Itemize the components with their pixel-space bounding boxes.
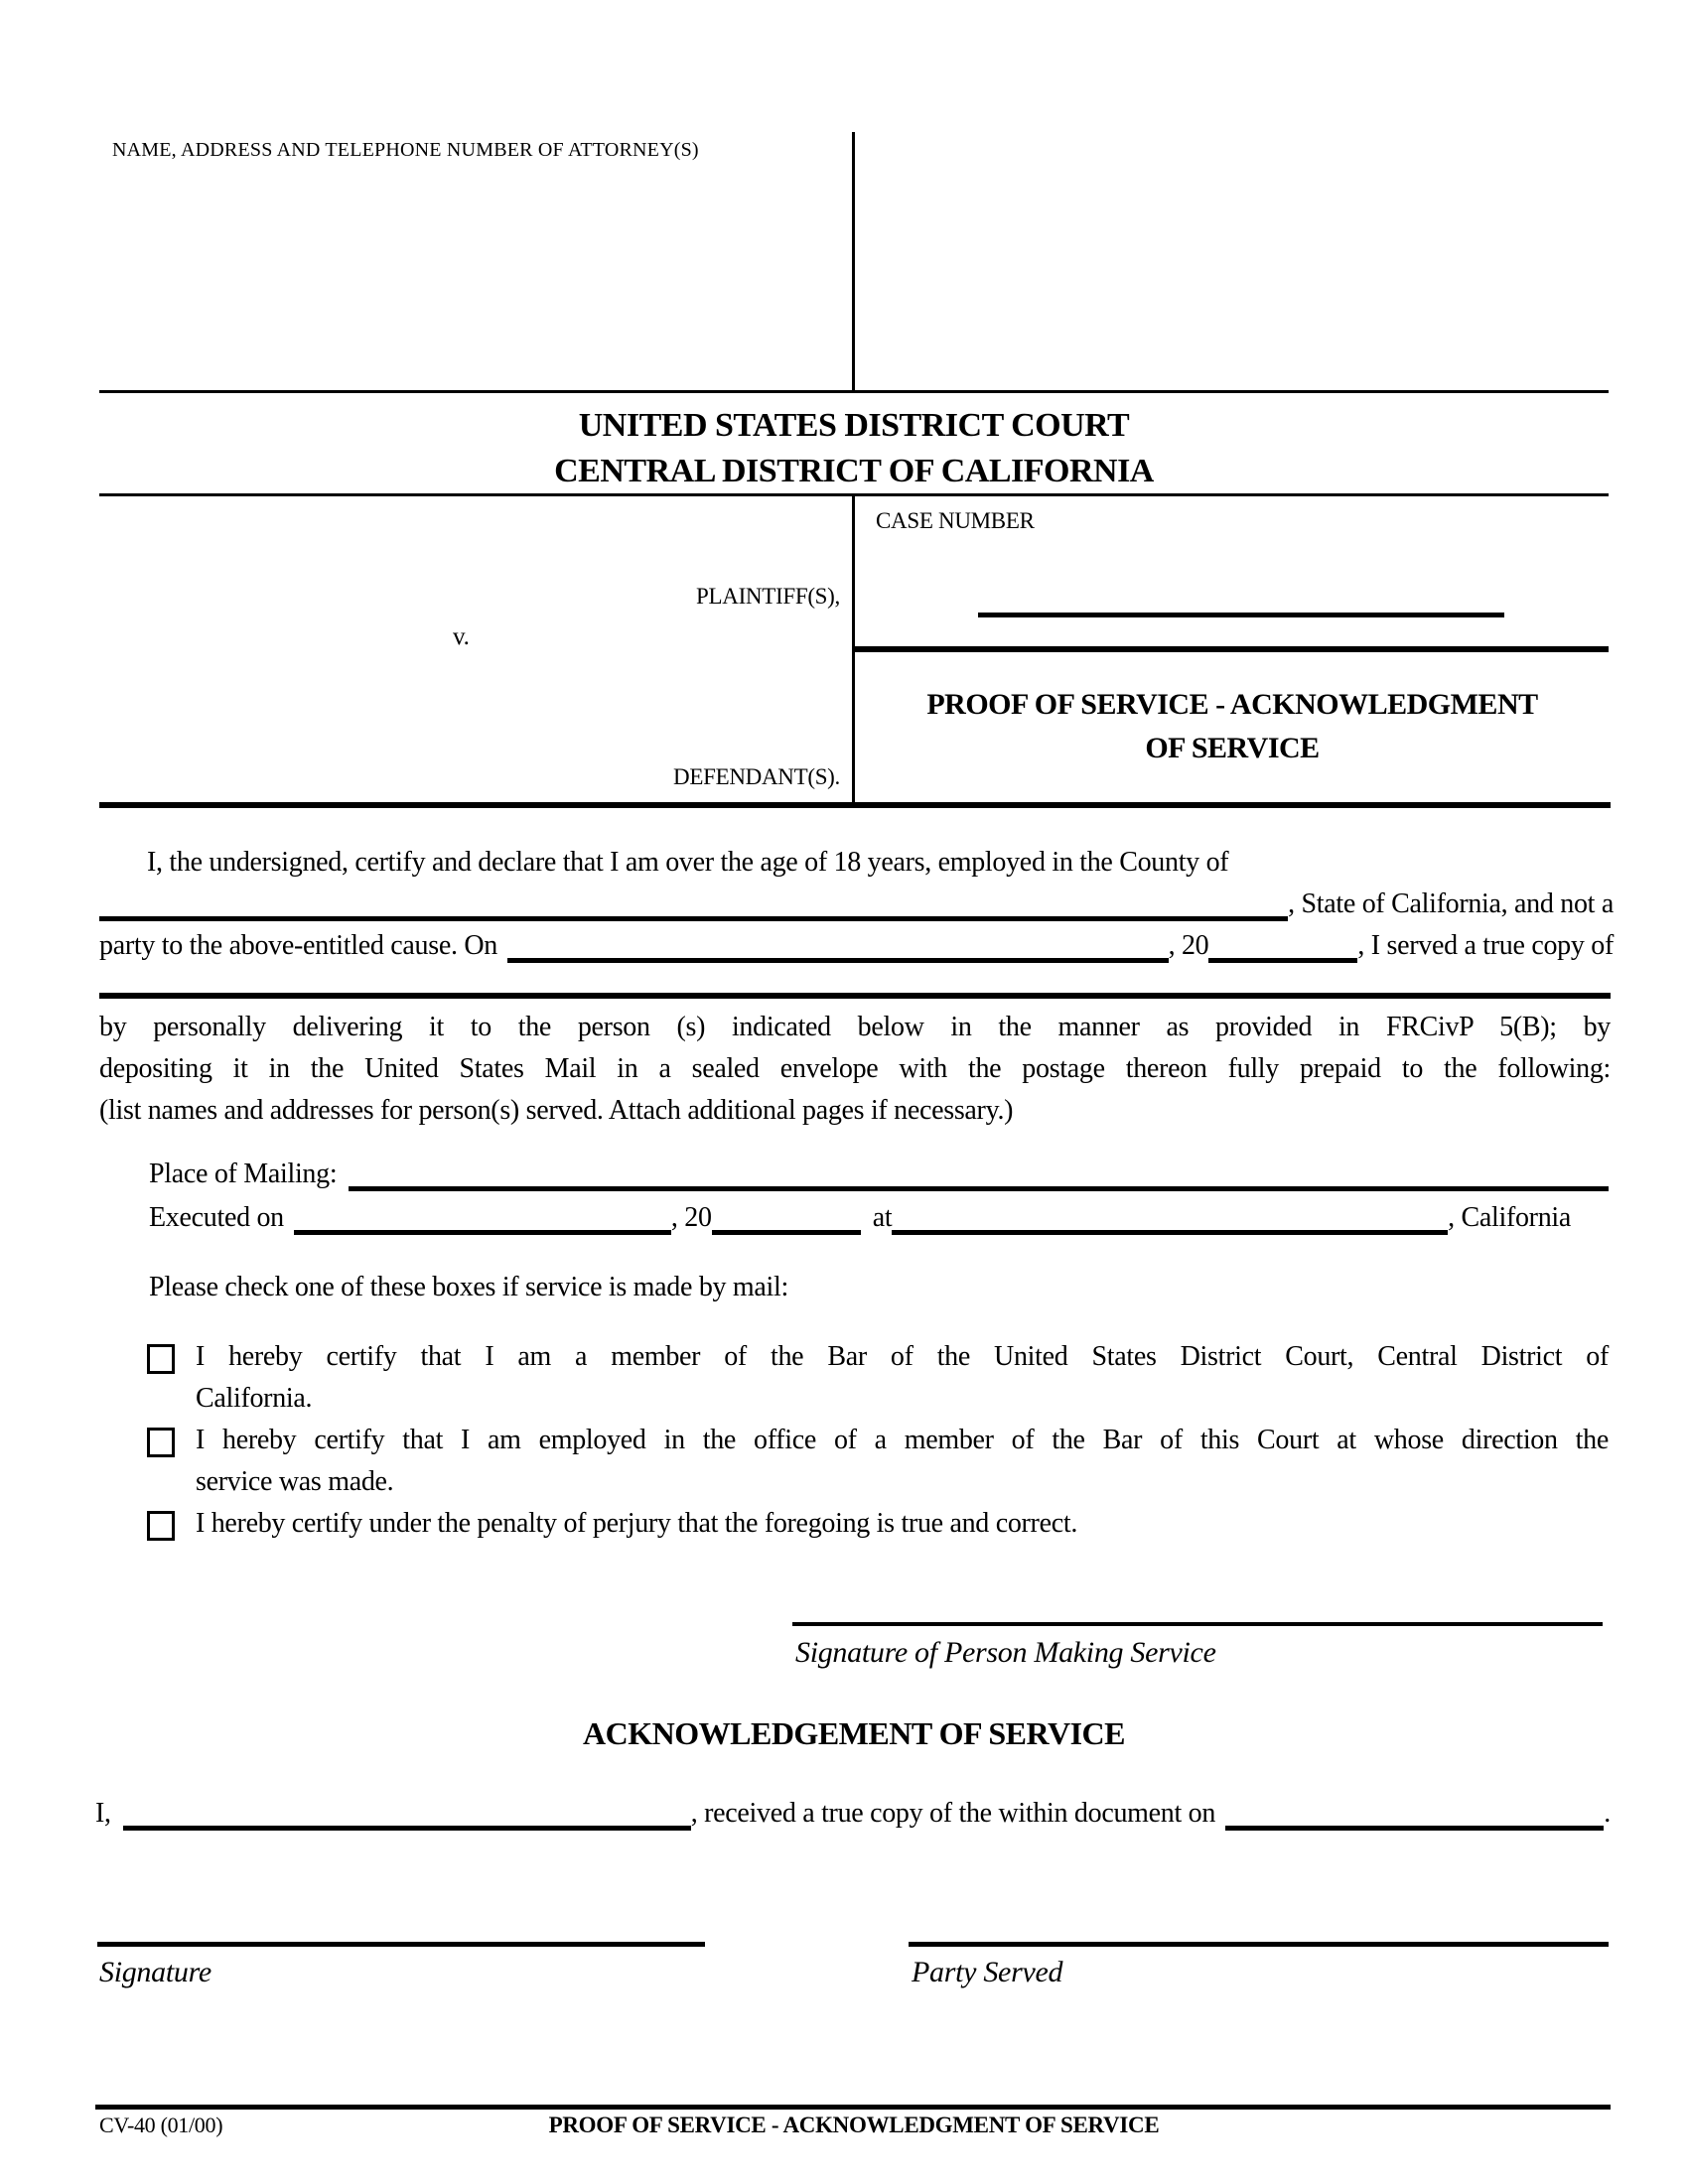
executed-year-text: , 20 [670,1202,712,1233]
bar-member-text [196,1336,1609,1420]
employed-line1: I hereby certify that I am employed in the office of a member of the Bar of this Court at whose direction the [196,1425,1609,1455]
checkbox-item-perjury [147,1503,1609,1545]
checkbox-item-bar-member [147,1336,1609,1420]
declaration-line3-suffix: , I served a true copy of [1357,930,1614,961]
versus-label: v. [453,623,470,650]
case-number-blank[interactable] [978,613,1504,617]
signature-line[interactable] [97,1942,705,1947]
maker-signature-line[interactable] [792,1622,1603,1626]
para2-line1: by personally delivering it to the person (s) indicated below in the manner as provided in FRCivP 5(B); by [99,1012,1611,1042]
caption-bottom-rule [99,802,1611,808]
attorney-box-divider [852,132,855,390]
para2-line2: depositing it in the United States Mail in a sealed envelope with the postage thereon fully prepaid to the following: [99,1053,1611,1084]
executed-date-blank[interactable] [294,1229,671,1235]
plaintiff-label: PLAINTIFF(S), [696,584,840,609]
bar-member-line2: California. [196,1383,313,1414]
attorney-info-label: NAME, ADDRESS AND TELEPHONE NUMBER OF ATTORNEY(S) [112,139,699,161]
executed-state-text: , California [1448,1202,1571,1233]
checkbox-item-employed [147,1420,1609,1503]
defendant-label: DEFENDANT(S). [673,764,840,789]
checkbox-list [147,1336,1609,1545]
bar-member-checkbox[interactable] [147,1344,175,1374]
service-date-blank[interactable] [507,957,1169,963]
party-served-label: Party Served [912,1956,1063,1988]
party-served-line[interactable] [909,1942,1609,1947]
declaration-line3-year: , 20 [1168,930,1209,961]
declaration-paragraph-1 [99,842,1614,967]
signature-label: Signature [99,1956,211,1988]
ack-prefix: I, [95,1798,111,1829]
service-year-blank[interactable] [1208,957,1357,963]
executed-at-text: at [872,1202,893,1233]
perjury-line1: I hereby certify under the penalty of perjury that the foregoing is true and correct. [196,1508,1078,1539]
declaration-line3 [99,925,1614,967]
document-title [856,683,1609,770]
ack-middle: , received a true copy of the within document on [690,1798,1216,1829]
maker-signature-label: Signature of Person Making Service [795,1636,1216,1669]
declaration-line2 [99,884,1614,925]
caption-mid-rule [852,646,1609,652]
footer-rule [95,2105,1611,2110]
para2-line3: (list names and addresses for person(s) served. Attach additional pages if necessary.) [99,1095,1014,1126]
county-blank[interactable] [99,915,1288,921]
court-title [99,403,1609,494]
declaration-line1: I, the undersigned, certify and declare that I am over the age of 18 years, employed in the County of [147,847,1229,878]
ack-name-blank[interactable] [123,1825,691,1831]
employed-line2: service was made. [196,1466,394,1497]
footer-title: PROOF OF SERVICE - ACKNOWLEDGMENT OF SERVICE [548,2113,1160,2137]
footer-form-number: CV-40 (01/00) [99,2113,223,2137]
ack-date-blank[interactable] [1225,1825,1604,1831]
place-of-mailing-blank[interactable] [349,1185,1609,1191]
case-number-label: CASE NUMBER [876,508,1035,533]
executed-city-blank[interactable] [892,1229,1448,1235]
declaration-line3-prefix: party to the above-entitled cause. On [99,930,497,961]
document-title-line2: OF SERVICE [1145,732,1320,764]
court-title-line2: CENTRAL DISTRICT OF CALIFORNIA [554,453,1154,489]
employed-checkbox[interactable] [147,1428,175,1457]
executed-on-row [149,1197,1571,1239]
court-title-line1: UNITED STATES DISTRICT COURT [578,407,1130,444]
perjury-text [196,1503,1609,1545]
declaration-paragraph-2 [99,1007,1611,1132]
declaration-line2-text: , State of California, and not a [1288,888,1614,919]
perjury-checkbox[interactable] [147,1511,175,1541]
check-instruction: Please check one of these boxes if service is made by mail: [149,1272,788,1302]
acknowledgement-row [95,1793,1611,1835]
ack-period: . [1604,1798,1611,1829]
bar-member-line1: I hereby certify that I am a member of the Bar of the United States District Court, Central District of [196,1341,1609,1372]
executed-on-label: Executed on [149,1202,284,1233]
place-of-mailing-row [149,1154,1609,1195]
employed-text [196,1420,1609,1503]
place-of-mailing-label: Place of Mailing: [149,1159,338,1189]
executed-year-blank[interactable] [712,1229,861,1235]
document-title-line1: PROOF OF SERVICE - ACKNOWLEDGMENT [926,688,1538,721]
header-rule-top [99,390,1609,393]
document-name-blank[interactable] [99,993,1611,999]
acknowledgement-heading: ACKNOWLEDGEMENT OF SERVICE [583,1715,1125,1751]
